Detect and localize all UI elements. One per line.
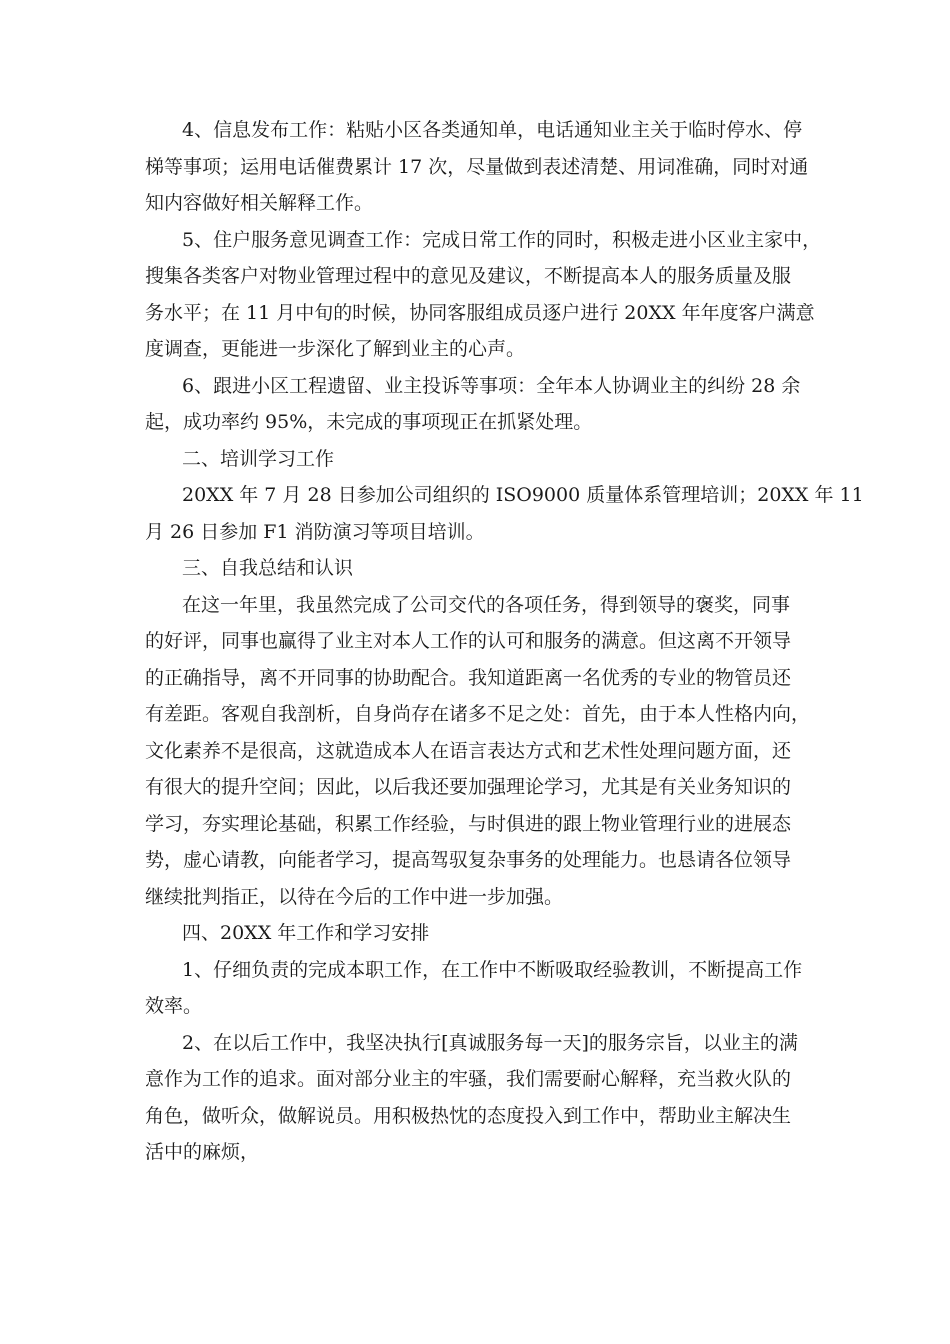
paragraph-line: 月 26 日参加 F1 消防演习等项目培训。 [145,520,485,543]
paragraph-line: 1、仔细负责的完成本职工作，在工作中不断吸取经验教训，不断提高工作 [182,958,803,981]
paragraph-line: 5、住户服务意见调查工作：完成日常工作的同时，积极走进小区业主家中， [182,228,822,251]
paragraph-line: 效率。 [145,995,203,1017]
paragraph-line: 搜集各类客户对物业管理过程中的意见及建议，不断提高本人的服务质量及服 [145,265,792,287]
paragraph-line: 在这一年里，我虽然完成了公司交代的各项任务，得到领导的褒奖，同事 [182,593,791,616]
paragraph-line: 意作为工作的追求。面对部分业主的牢骚，我们需要耐心解释，充当救火队的 [145,1068,792,1090]
paragraph-line: 有差距。客观自我剖析，自身尚存在诸多不足之处：首先，由于本人性格内向， [145,703,811,725]
paragraph-line: 6、跟进小区工程遗留、业主投诉等事项：全年本人协调业主的纠纷 28 余 [182,374,801,397]
paragraph-line: 梯等事项；运用电话催费累计 17 次，尽量做到表述清楚、用词准确，同时对通 [145,155,809,178]
paragraph-line: 起，成功率约 95%，未完成的事项现正在抓紧处理。 [145,411,593,433]
paragraph-line: 有很大的提升空间；因此，以后我还要加强理论学习，尤其是有关业务知识的 [145,776,792,798]
section-heading: 二、培训学习工作 [182,447,335,470]
paragraph-line: 继续批判指正，以待在今后的工作中进一步加强。 [145,885,564,908]
paragraph-line: 20XX 年 7 月 28 日参加公司组织的 ISO9000 质量体系管理培训；20XX 年 11 [182,484,864,506]
paragraph-line: 势，虚心请教，向能者学习，提高驾驭复杂事务的处理能力。也恳请各位领导 [145,849,792,871]
paragraph-line: 活中的麻烦， [145,1141,260,1163]
paragraph-line: 2、在以后工作中，我坚决执行[真诚服务每一天]的服务宗旨，以业主的满 [182,1031,798,1054]
paragraph-line: 的好评，同事也赢得了业主对本人工作的认可和服务的满意。但这离不开领导 [145,630,792,652]
paragraph-line: 务水平；在 11 月中旬的时候，协同客服组成员逐户进行 20XX 年年度客户满意 [145,301,815,324]
section-heading: 三、自我总结和认识 [182,557,354,579]
paragraph-line: 角色，做听众，做解说员。用积极热忱的态度投入到工作中，帮助业主解决生 [145,1104,792,1127]
section-heading: 四、20XX 年工作和学习安排 [182,922,430,944]
paragraph-line: 的正确指导，离不开同事的协助配合。我知道距离一名优秀的专业的物管员还 [145,666,792,689]
paragraph-line: 学习，夯实理论基础，积累工作经验，与时俱进的跟上物业管理行业的进展态 [145,812,792,835]
paragraph-line: 文化素养不是很高，这就造成本人在语言表达方式和艺术性处理问题方面，还 [145,739,792,762]
paragraph-line: 度调查，更能进一步深化了解到业主的心声。 [145,338,526,360]
paragraph-line: 知内容做好相关解释工作。 [145,192,374,214]
paragraph-line: 4、信息发布工作：粘贴小区各类通知单，电话通知业主关于临时停水、停 [182,119,803,141]
